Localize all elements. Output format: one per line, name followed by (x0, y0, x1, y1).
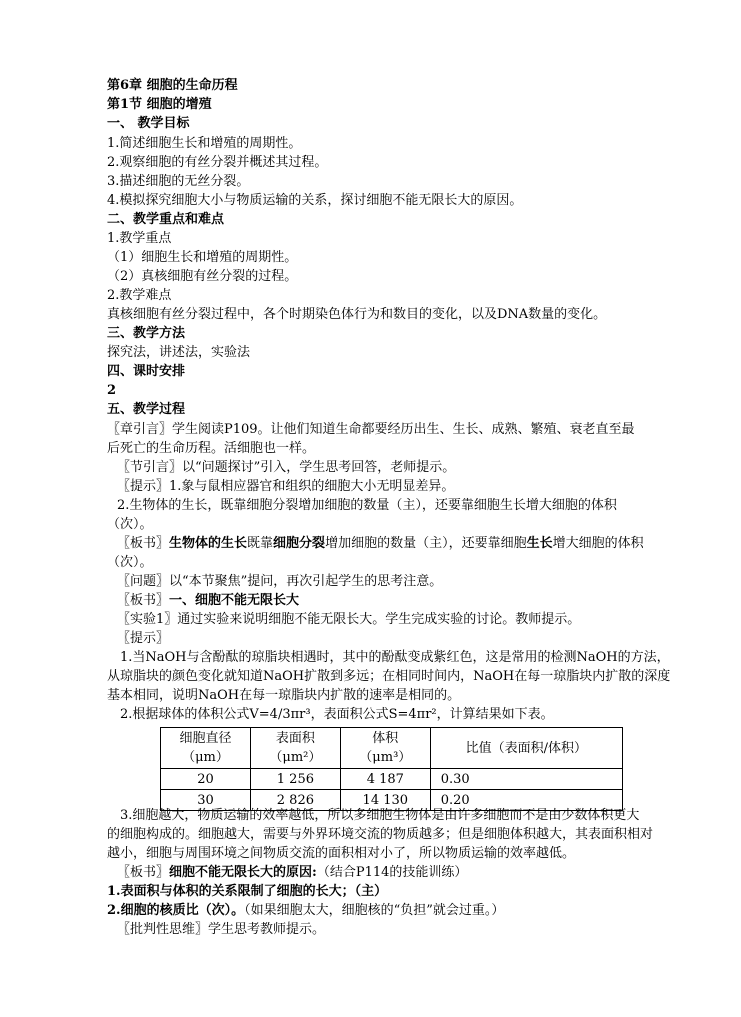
reason-text: （如果细胞太大，细胞核的“负担”就会过重。） (244, 903, 505, 918)
key-points-heading: 二、教学重点和难点 (107, 212, 225, 227)
process-line: 〖提示〗1.象与鼠相应器官和组织的细胞大小无明显差异。 (117, 479, 455, 494)
focus-item: （1）细胞生长和增殖的周期性。 (107, 250, 298, 265)
focus-item: （2）真核细胞有丝分裂的过程。 (107, 269, 298, 284)
table-header (430, 728, 622, 769)
board-note-2 (117, 591, 299, 610)
board-text: 增加细胞的数量（主），还要靠细胞 (325, 536, 527, 551)
difficulty-text: 真核细胞有丝分裂过程中，各个时期染色体行为和数目的变化，以及DNA数量的变化。 (107, 307, 607, 322)
board-bold: 细胞分裂 (273, 536, 326, 551)
board-prefix: 〖板书〗 (117, 536, 170, 551)
table-cell: 20 (161, 769, 251, 790)
table-header (340, 728, 430, 769)
header-text: 体积 (372, 731, 399, 746)
goals-heading: 一、 教学目标 (107, 116, 190, 131)
table-cell: 0.20 (430, 790, 622, 811)
hint-line: 基本相同，说明NaOH在每一琼脂块内扩散的速率是相同的。 (107, 688, 461, 703)
board-bold: 一、细胞不能无限长大 (169, 593, 300, 608)
process-line: （次）。 (107, 517, 153, 532)
hint-line: 1.当NaOH与含酚酞的琼脂块相遇时，其中的酚酞变成紫红色，这是常用的检测NaOH的方法， (120, 650, 670, 665)
goal-item: 4.模拟探究细胞大小与物质运输的关系，探讨细胞不能无限长大的原因。 (107, 193, 523, 208)
board-note-3 (117, 863, 467, 882)
board-note-1 (117, 534, 644, 553)
reason-bold: 2.细胞的核质比（次）。 (107, 903, 245, 918)
table-cell: 0.30 (430, 769, 622, 790)
table-cell: 30 (161, 790, 251, 811)
board-note-1-cont: （次）。 (107, 555, 153, 570)
critical-thinking-line: 〖批判性思维〗学生思考教师提示。 (117, 922, 326, 937)
difficulty-label: 2.教学难点 (107, 288, 172, 303)
methods-heading: 三、教学方法 (107, 326, 186, 341)
table-header (250, 728, 340, 769)
header-text: 表面积 (275, 731, 315, 746)
chapter-title: 第6章 细胞的生命历程 (107, 78, 238, 93)
process-line: 2.生物体的生长，既靠细胞分裂增加细胞的数量（主），还要靠细胞生长增大细胞的体积 (117, 498, 617, 513)
experiment-line: 〖实验1〗通过实验来说明细胞不能无限长大。学生完成实验的讨论。教师提示。 (117, 612, 581, 627)
hint-label: 〖提示〗 (117, 631, 170, 646)
header-unit: （μm） (182, 750, 229, 765)
after-table-line: 3.细胞越大，物质运输的效率越低，所以多细胞生物体是由许多细胞而不是由少数体积更大 (120, 808, 640, 823)
process-line: 后死亡的生命历程。活细胞也一样。 (107, 441, 316, 456)
board-bold: 生长 (526, 536, 553, 551)
board-bold: 生物体的生长 (169, 536, 248, 551)
section-title: 第1节 细胞的增殖 (107, 97, 212, 112)
reason-1: 1.表面积与体积的关系限制了细胞的长大；（主） (107, 884, 388, 899)
hint-line: 从琼脂块的颜色变化就知道NaOH扩散到多远；在相同时间内，NaOH在每一琼脂块内扩散的深度 (107, 669, 671, 684)
goal-item: 3.描述细胞的无丝分裂。 (107, 174, 250, 189)
goal-item: 1.简述细胞生长和增殖的周期性。 (107, 136, 302, 151)
after-table-line: 的细胞构成的。细胞越大，需要与外界环境交流的物质越多；但是细胞体积越大，其表面积相对 (107, 827, 654, 842)
goal-item: 2.观察细胞的有丝分裂并概述其过程。 (107, 155, 328, 170)
board-text: 既靠 (247, 536, 274, 551)
table-cell: 4 187 (340, 769, 430, 790)
table-cell: 1 256 (250, 769, 340, 790)
question-line: 〖问题〗以“本节聚焦”提问，再次引起学生的思考注意。 (117, 574, 443, 589)
board-text: （结合P114的技能训练） (316, 865, 468, 880)
schedule-heading: 四、课时安排 (107, 364, 186, 379)
process-heading: 五、教学过程 (107, 402, 186, 417)
ratio-table (160, 727, 623, 811)
header-unit: （μm²） (269, 750, 322, 765)
hint-line: 2.根据球体的体积公式V=4/3πr³，表面积公式S=4πr²，计算结果如下表。 (120, 707, 554, 722)
table-cell: 14 130 (340, 790, 430, 811)
header-text: 比值（表面积/体积） (465, 740, 588, 756)
table-header (161, 728, 251, 769)
schedule-value: 2 (107, 383, 117, 398)
board-text: 增大细胞的体积 (552, 536, 644, 551)
board-prefix: 〖板书〗 (117, 865, 170, 880)
board-bold: 细胞不能无限长大的原因: (169, 865, 317, 880)
process-line: 〖节引言〗以“问题探讨”引入，学生思考回答，老师提示。 (117, 460, 456, 475)
board-prefix: 〖板书〗 (117, 593, 170, 608)
table-row (161, 769, 623, 790)
after-table-line: 越小，细胞与周围环境之间物质交流的面积相对小了，所以物质运输的效率越低。 (107, 846, 576, 861)
header-unit: （μm³） (359, 750, 412, 765)
table-header-row (161, 728, 623, 769)
table-cell: 2 826 (250, 790, 340, 811)
header-text: 细胞直径 (179, 731, 232, 746)
focus-label: 1.教学重点 (107, 231, 172, 246)
reason-2 (107, 901, 504, 920)
process-line: 〖章引言〗学生阅读P109。让他们知道生命都要经历出生、生长、成熟、繁殖、衰老直至最 (107, 422, 635, 437)
methods-text: 探究法，讲述法，实验法 (107, 345, 251, 360)
